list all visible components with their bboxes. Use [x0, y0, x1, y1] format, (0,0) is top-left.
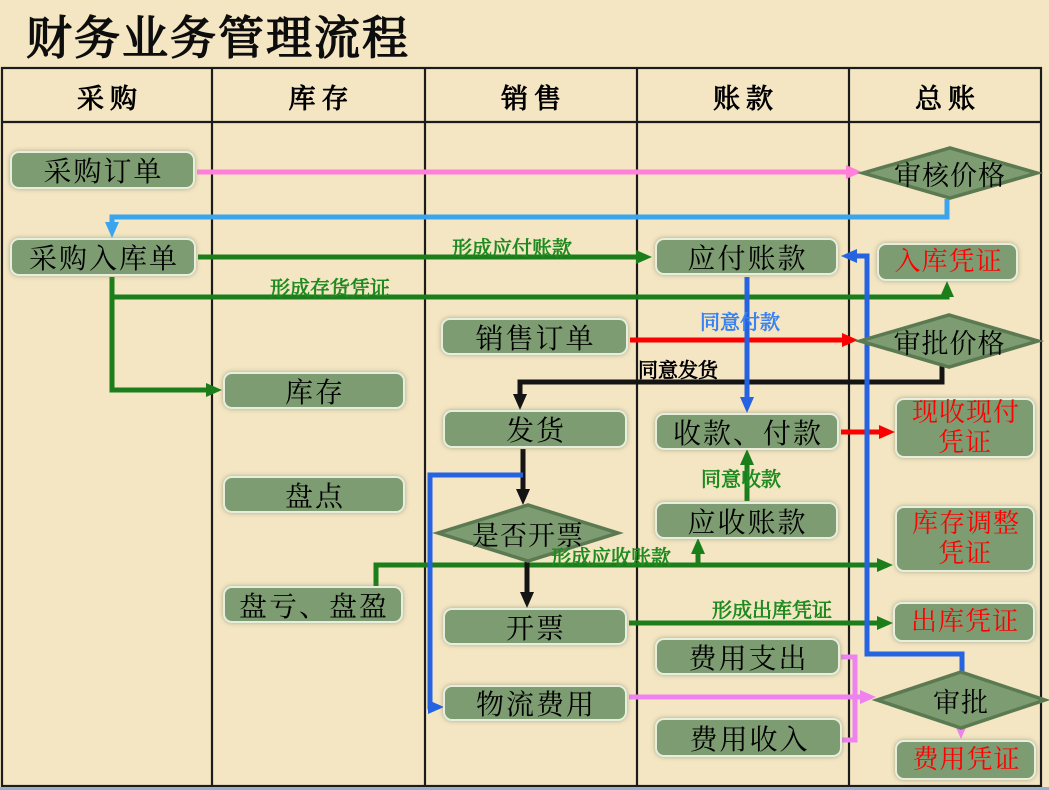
edge-purchase-receipt-to-inbound-voucher: [112, 294, 947, 297]
node-receipt-payment: 收款、付款: [655, 413, 839, 450]
edge-approve-price-to-ship: [520, 365, 942, 397]
edge-label-form-accounts-receivable: 形成应收账款: [551, 547, 671, 569]
node-accounts-receivable: 应收账款: [655, 502, 838, 539]
label-approval: 审批: [933, 687, 989, 718]
lane-header-procurement: 采购: [77, 83, 143, 114]
node-sales-order: 销售订单: [441, 318, 628, 355]
edge-review-price-to-purchase-receipt: [112, 199, 947, 225]
node-inventory: 库存: [223, 372, 405, 409]
node-inbound-voucher: 入库凭证: [877, 243, 1018, 281]
lane-header-inventory: 库存: [288, 83, 355, 114]
lane-header-sales: 销售: [501, 83, 567, 114]
edge-label-form-stock-voucher: 形成存货凭证: [270, 278, 390, 300]
edge-purchase-receipt-to-inventory: [112, 277, 209, 390]
node-inventory-loss-gain: 盘亏、盘盈: [223, 586, 403, 623]
node-purchase-order: 采购订单: [10, 151, 195, 189]
node-stocktaking: 盘点: [223, 476, 405, 513]
lane-header-accounts: 账款: [713, 83, 779, 114]
node-expense-income: 费用收入: [655, 718, 842, 757]
node-expense-voucher: 费用凭证: [895, 740, 1036, 780]
label-invoice-or-not: 是否开票: [472, 520, 584, 551]
node-logistics-cost: 物流费用: [443, 685, 627, 721]
node-outbound-voucher: 出库凭证: [893, 602, 1035, 642]
node-expense-payout: 费用支出: [655, 638, 840, 675]
edge-label-agree-payment: 同意付款: [700, 312, 780, 334]
node-ship-goods: 发货: [443, 410, 627, 448]
label-review-price: 审核价格: [894, 160, 1006, 191]
edge-label-agree-collection: 同意收款: [701, 469, 781, 491]
lane-header-general-ledger: 总账: [915, 83, 981, 114]
node-purchase-receipt: 采购入库单: [10, 238, 196, 276]
node-accounts-payable: 应付账款: [655, 238, 838, 275]
label-approve-price: 审批价格: [893, 328, 1006, 359]
edge-label-form-accounts-payable: 形成应付账款: [452, 238, 572, 260]
edge-label-agree-shipment: 同意发货: [638, 360, 718, 382]
page-title: 财务业务管理流程: [26, 12, 410, 64]
node-cash-voucher: 现收现付凭证: [895, 398, 1035, 458]
node-inventory-adjust-voucher: 库存调整凭证: [895, 506, 1035, 572]
edge-label-form-outbound-voucher: 形成出库凭证: [712, 600, 832, 622]
node-invoicing: 开票: [443, 608, 627, 645]
